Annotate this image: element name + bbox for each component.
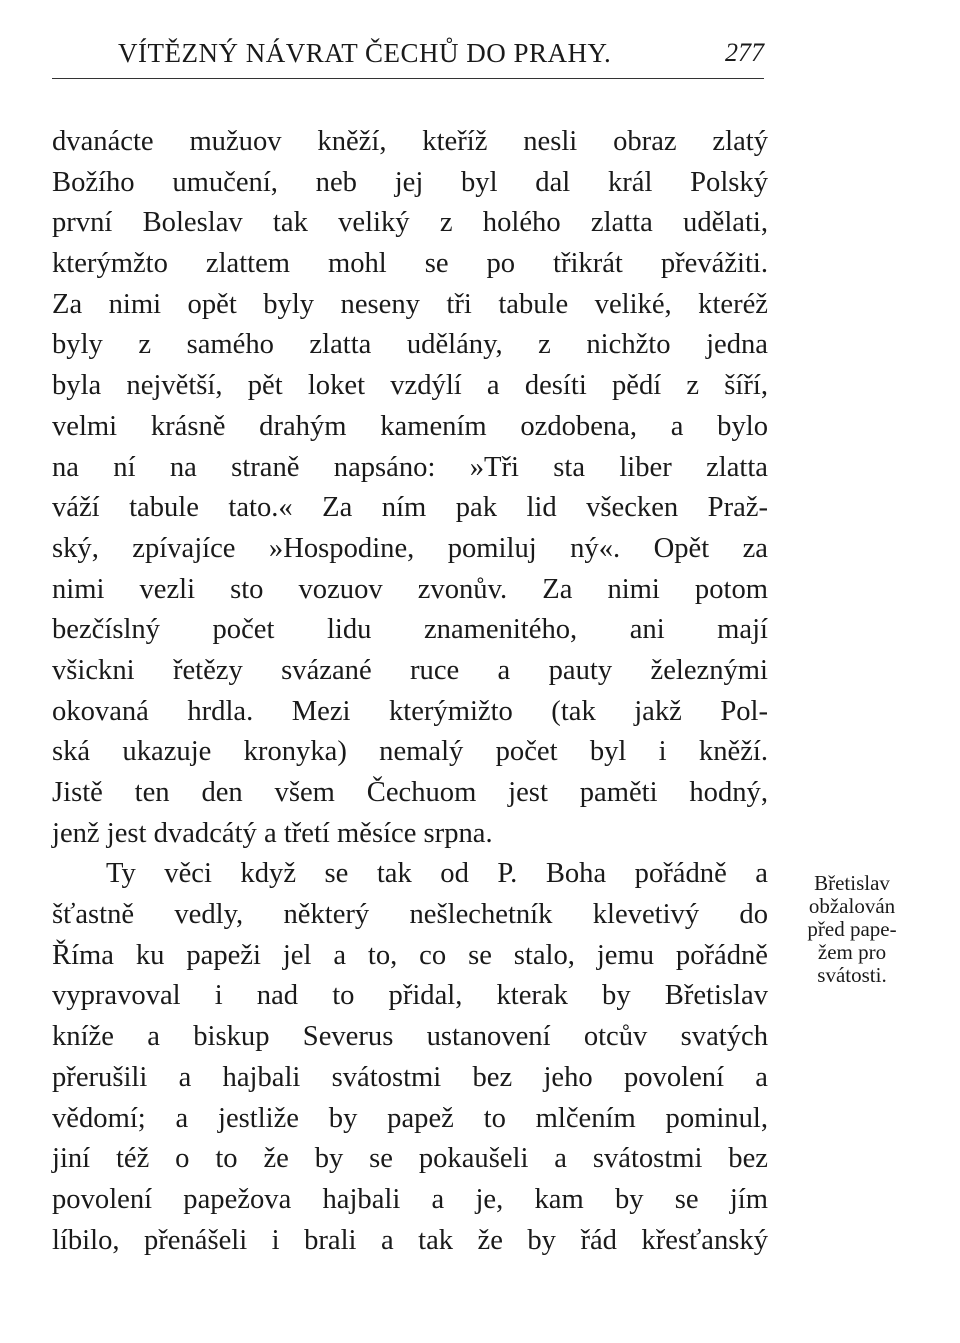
text-line: líbilo, přenášeli i brali a tak že by řád křesťanský [52,1224,768,1256]
text-line: bezčíslný počet lidu znamenitého, ani mají [52,614,768,646]
text-line: byly z samého zlatta udělány, z nichžto jedna [52,329,768,361]
margin-note [782,872,922,987]
text-line: vypravoval i nad to přidal, kterak by Břetislav [52,980,768,1012]
text-line: velmi krásně drahým kamením ozdobena, a bylo [52,410,768,442]
text-line: Ty věci když se tak od P. Boha pořádně a [106,858,768,890]
margin-note-line: obžalován [808,894,896,918]
text-line: první Boleslav tak veliký z holého zlatta udělati, [52,207,768,239]
text-line: okovaná hrdla. Mezi kterýmižto (tak jakž Pol- [52,695,768,727]
text-line: dvanácte mužuov kněží, kteříž nesli obraz zlatý [52,126,768,157]
page-header [52,38,764,78]
text-line: povolení papežova hajbali a je, kam by se jím [52,1183,768,1215]
text-line: kterýmžto zlattem mohl se po třikrát převážiti. [52,248,768,280]
text-line: kníže a biskup Severus ustanovení otcův svatých [52,1021,768,1053]
text-line: Božího umučení, neb jej byl dal král Polský [52,166,768,198]
body-text [52,122,768,1261]
text-line: přerušili a hajbali svátostmi bez jeho povolení a [52,1061,768,1093]
margin-note-line: svátosti. [817,963,887,987]
margin-note-line: žem pro [817,940,887,964]
text-line: jiní též o to že by se pokaušeli a svátostmi bez [52,1143,768,1175]
text-line: jenž jest dvadcátý a třetí měsíce srpna. [52,817,493,849]
text-line: ský, zpívajíce »Hospodine, pomiluj ný«. Opět za [52,532,768,564]
text-line: šťastně vedly, některý nešlechetník klevetivý do [52,899,768,931]
text-line: byla největší, pět loket vzdýlí a desíti pědí z šíří, [52,370,768,402]
text-line: ská ukazuje kronyka) nemalý počet byl i kněží. [52,736,768,768]
text-line: váží tabule tato.« Za ním pak lid všecken Praž- [52,492,768,524]
text-line: vědomí; a jestliže by papež to mlčením pominul, [52,1102,768,1134]
text-line: nimi vezli sto vozuov zvonův. Za nimi potom [52,573,768,605]
page-number: 277 [725,38,764,67]
margin-note-line: před pape- [807,917,897,941]
text-line: Říma ku papeži jel a to, co se stalo, jemu pořádně [52,939,768,971]
running-title: VÍTĚZNÝ NÁVRAT ČECHŮ DO PRAHY. [118,38,612,68]
margin-note-line: Břetislav [814,871,890,895]
text-line: Za nimi opět byly neseny tři tabule veliké, kteréž [52,288,768,320]
text-line: na ní na straně napsáno: »Tři sta liber zlatta [52,451,768,483]
header-rule [52,78,764,79]
text-line: Jistě ten den všem Čechuom jest paměti hodný, [52,777,768,808]
text-line: všickni řetězy svázané ruce a pauty železnými [52,654,768,686]
